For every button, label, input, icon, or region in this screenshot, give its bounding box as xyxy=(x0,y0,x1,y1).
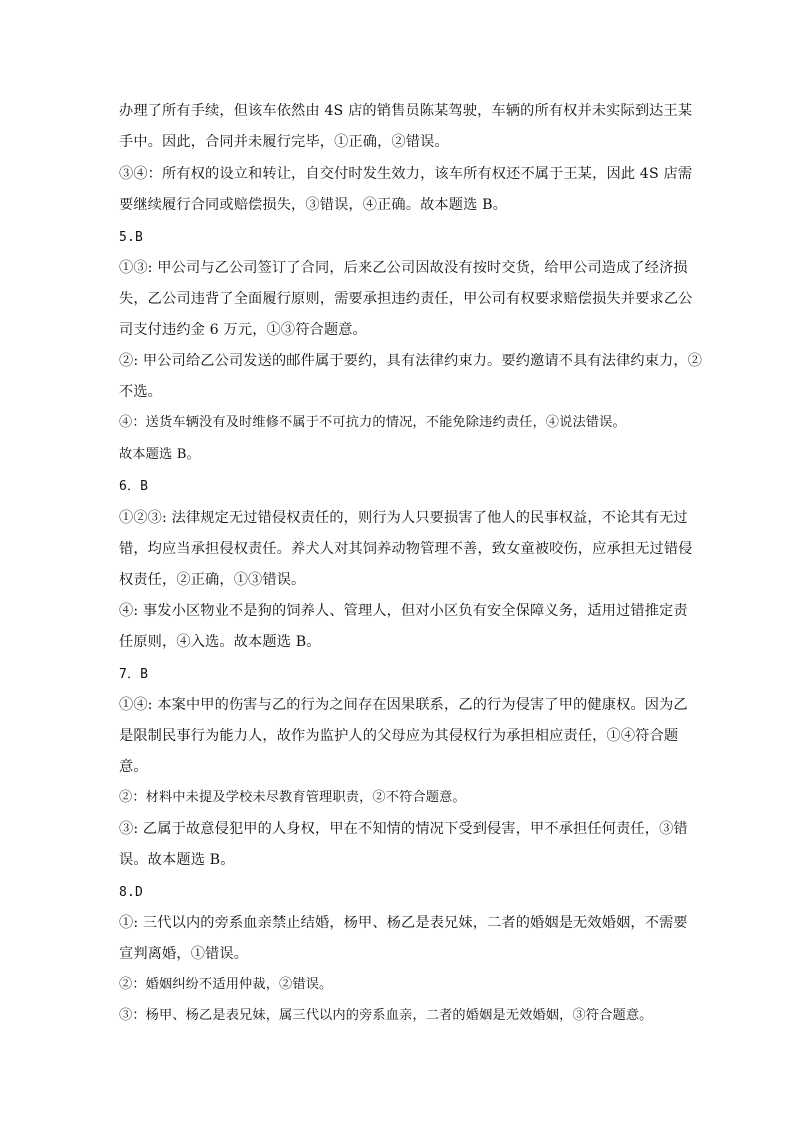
text-line: 要继续履行合同或赔偿损失，③错误，④正确。故本题选 B。 xyxy=(119,197,508,213)
text-line: ③: 乙属于故意侵犯甲的人身权，甲在不知情的情况下受到侵害，甲不承担任何责任，③错 xyxy=(119,821,688,837)
text-line: ①④: 本案中甲的伤害与乙的行为之间存在因果联系，乙的行为侵害了甲的健康权。因为乙 xyxy=(119,697,688,713)
text-line: 误。故本题选 B。 xyxy=(119,852,235,868)
text-line: 错，均应当承担侵权责任。养犬人对其饲养动物管理不善，致女童被咬伤，应承担无过错侵 xyxy=(119,541,693,557)
text-line: ①: 三代以内的旁系血亲禁止结婚，杨甲、杨乙是表兄妹，二者的婚姻是无效婚姻，不需要 xyxy=(119,915,688,931)
text-line: ②: 甲公司给乙公司发送的邮件属于要约，具有法律约束力。要约邀请不具有法律约束力，② xyxy=(119,353,703,369)
text-line: 失，乙公司违背了全面履行原则，需要承担违约责任，甲公司有权要求赔偿损失并要求乙公 xyxy=(119,291,693,307)
text-line: 权责任，②正确，①③错误。 xyxy=(119,572,306,588)
text-line: ①②③: 法律规定无过错侵权责任的，则行为人只要损害了他人的民事权益，不论其有无过 xyxy=(119,510,688,526)
text-line: 办理了所有手续，但该车依然由 4S 店的销售员陈某驾驶，车辆的所有权并未实际到达王某 xyxy=(119,103,693,119)
text-line: 不选。 xyxy=(119,384,163,400)
text-line: 任原则，④入选。故本题选 B。 xyxy=(119,634,321,650)
text-line: 是限制民事行为能力人，故作为监护人的父母应为其侵权行为承担相应责任，①④符合题 xyxy=(119,728,679,744)
text-line: 手中。因此，合同并未履行完毕，①正确，②错误。 xyxy=(119,134,449,150)
answer-heading: 8.D xyxy=(119,885,143,900)
text-line: ④: 事发小区物业不是狗的饲养人、管理人，但对小区负有安全保障义务，适用过错推定责 xyxy=(119,603,688,619)
text-line: ①③: 甲公司与乙公司签订了合同，后来乙公司因故没有按时交货，给甲公司造成了经济损 xyxy=(119,260,688,276)
answer-heading: 6．B xyxy=(119,479,149,494)
text-line: 故本题选 B。 xyxy=(119,447,200,462)
text-line: ③④：所有权的设立和转让，自交付时发生效力，该车所有权还不属于王某，因此 4S 店需 xyxy=(119,166,693,182)
text-line: 宣判离婚，①错误。 xyxy=(119,946,249,962)
answer-heading: 5.B xyxy=(119,230,143,245)
answer-heading: 7．B xyxy=(119,667,149,682)
text-line: ②：婚姻纠纷不适用仲裁，②错误。 xyxy=(119,977,333,992)
text-line: ②：材料中未提及学校未尽教育管理职责，②不符合题意。 xyxy=(119,790,466,805)
text-line: ④：送货车辆没有及时维修不属于不可抗力的情况，不能免除违约责任，④说法错误。 xyxy=(119,415,626,430)
text-line: 司支付违约金 6 万元，①③符合题意。 xyxy=(119,322,367,338)
text-line: 意。 xyxy=(119,759,148,775)
text-line: ③：杨甲、杨乙是表兄妹，属三代以内的旁系血亲，二者的婚姻是无效婚姻，③符合题意。 xyxy=(119,1008,653,1023)
